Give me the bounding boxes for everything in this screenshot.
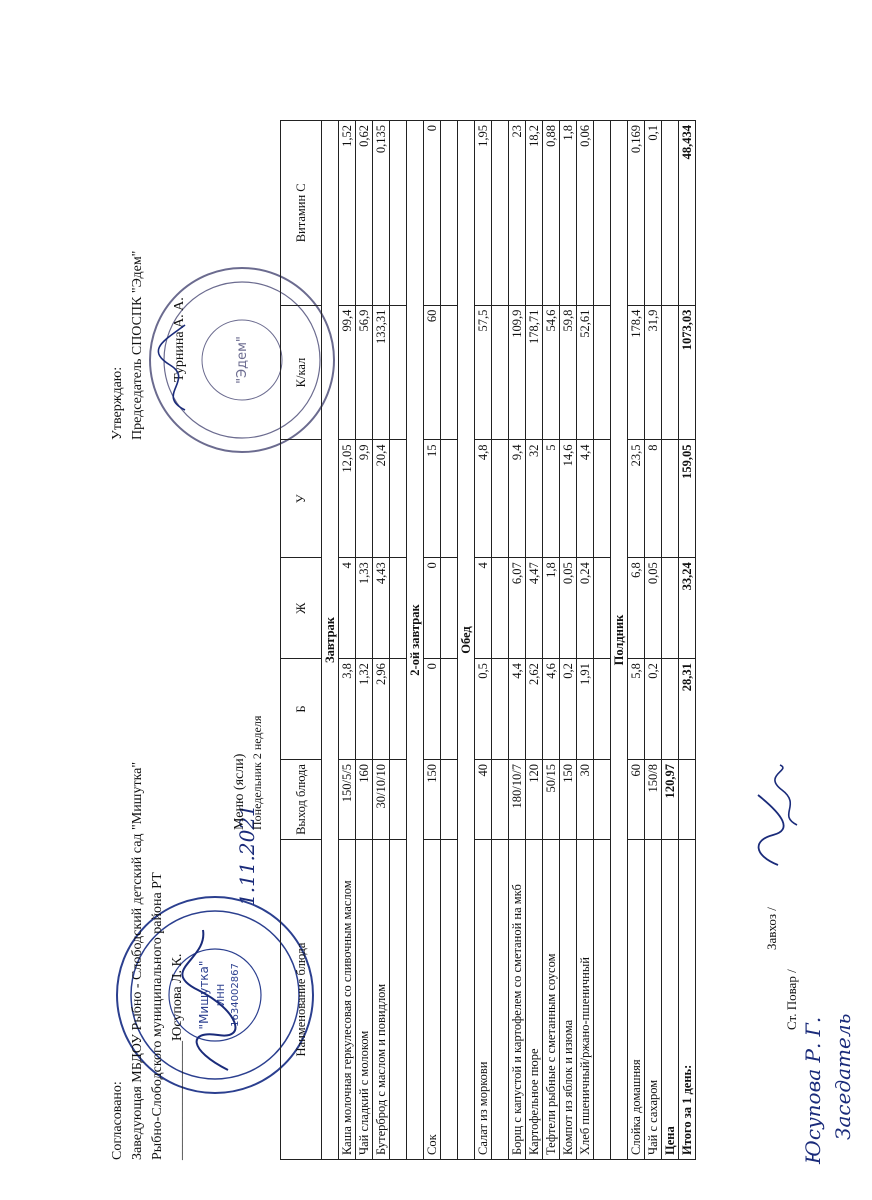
dish-output: 150/8: [645, 760, 662, 840]
summary-row: [662, 121, 679, 1160]
dish-output: 60: [628, 760, 645, 840]
fat-cell: 0,24: [577, 558, 594, 659]
storekeeper-label: Завхоз /: [764, 907, 779, 950]
svg-text:"Мишутка": "Мишутка": [197, 960, 211, 1030]
fat-cell: 0: [424, 558, 441, 659]
protein-cell: 28,31: [679, 659, 696, 760]
dish-output: 30/10/10: [373, 760, 390, 840]
table-header-row: [281, 121, 322, 1160]
empty-cell: [390, 305, 407, 440]
fat-cell: 4: [339, 558, 356, 659]
approve-label: Утверждаю:: [110, 366, 125, 440]
svg-text:1634002867: 1634002867: [230, 963, 241, 1027]
table-row: [373, 121, 390, 1160]
vitamin-c-cell: 0: [424, 121, 441, 306]
kcal-cell: 60: [424, 305, 441, 440]
kcal-cell: 178,71: [526, 305, 543, 440]
protein-cell: 0: [424, 659, 441, 760]
carbs-cell: 20,4: [373, 440, 390, 558]
col-header-kcal: К/кал: [281, 305, 322, 440]
kcal-cell: 52,61: [577, 305, 594, 440]
dish-name: Бутерброд с маслом и повидлом: [373, 840, 390, 1160]
approve-signatory: Турнина А. А.: [172, 297, 187, 382]
agreed-signatory: _________________Юсупова Л. К.: [170, 953, 185, 1160]
col-header-name: Наименование блюда: [281, 840, 322, 1160]
col-header-output: Выход блюда: [281, 760, 322, 840]
agreed-position: Заведующая МБДОУ Рыбно - Слободский детский сад "Мишутка": [130, 761, 145, 1160]
section-row: [322, 121, 339, 1160]
fat-cell: 0,05: [645, 558, 662, 659]
dish-name: Тефтели рыбные с сметанным соусом: [543, 840, 560, 1160]
empty-cell: [441, 121, 458, 306]
kcal-cell: 31,9: [645, 305, 662, 440]
empty-cell: [441, 440, 458, 558]
dish-output: 150/5/5: [339, 760, 356, 840]
kcal-cell: 54,6: [543, 305, 560, 440]
dish-name: Хлеб пшеничный/ржано-пшеничный: [577, 840, 594, 1160]
col-header-protein: Б: [281, 659, 322, 760]
empty-cell: [594, 840, 611, 1160]
table-row: [526, 121, 543, 1160]
empty-row: [492, 121, 509, 1160]
col-header-carbs: У: [281, 440, 322, 558]
table-row: [543, 121, 560, 1160]
kcal-cell: 1073,03: [679, 305, 696, 440]
empty-row: [594, 121, 611, 1160]
empty-cell: [441, 558, 458, 659]
empty-cell: [390, 840, 407, 1160]
section-title: Полдник: [611, 121, 628, 1160]
vitamin-c-cell: 48,434: [679, 121, 696, 306]
dish-name: Итого за 1 день:: [679, 840, 696, 1160]
carbs-cell: 14,6: [560, 440, 577, 558]
table-row: [424, 121, 441, 1160]
empty-cell: [492, 558, 509, 659]
carbs-cell: 4,4: [577, 440, 594, 558]
empty-cell: [492, 760, 509, 840]
dish-name: Компот из яблок и изюма: [560, 840, 577, 1160]
section-row: [611, 121, 628, 1160]
kcal-cell: 57,5: [475, 305, 492, 440]
section-row: [458, 121, 475, 1160]
summary-row: [679, 121, 696, 1160]
menu-table-body: [322, 121, 696, 1160]
dish-output: 120,97: [662, 760, 679, 840]
table-row: [509, 121, 526, 1160]
protein-cell: 5,8: [628, 659, 645, 760]
menu-table: [280, 120, 696, 1160]
dish-name: Борщ с капустой и картофелем со сметаной на мкб: [509, 840, 526, 1160]
protein-cell: [662, 659, 679, 760]
cook-signature: [772, 760, 807, 830]
carbs-cell: 4,8: [475, 440, 492, 558]
protein-cell: 0,5: [475, 659, 492, 760]
signature-left: [178, 920, 248, 1080]
agreed-label: Согласовано:: [110, 1081, 125, 1160]
table-row: [645, 121, 662, 1160]
fat-cell: 6,8: [628, 558, 645, 659]
dish-output: 150: [424, 760, 441, 840]
section-title: 2-ой завтрак: [407, 121, 424, 1160]
empty-cell: [594, 121, 611, 306]
menu-subtitle: Понедельник 2 неделя: [250, 715, 264, 830]
vitamin-c-cell: 1,52: [339, 121, 356, 306]
empty-cell: [441, 659, 458, 760]
fat-cell: 1,8: [543, 558, 560, 659]
protein-cell: 2,62: [526, 659, 543, 760]
empty-cell: [390, 121, 407, 306]
dish-output: 150: [560, 760, 577, 840]
carbs-cell: 9,4: [509, 440, 526, 558]
vitamin-c-cell: 0,169: [628, 121, 645, 306]
vitamin-c-cell: 0,1: [645, 121, 662, 306]
empty-cell: [492, 659, 509, 760]
dish-name: Чай с сахаром: [645, 840, 662, 1160]
section-title: Обед: [458, 121, 475, 1160]
kcal-cell: 109,9: [509, 305, 526, 440]
menu-title: Меню (ясли): [232, 753, 247, 830]
vitamin-c-cell: 0,135: [373, 121, 390, 306]
empty-cell: [594, 558, 611, 659]
table-row: [356, 121, 373, 1160]
empty-cell: [492, 121, 509, 306]
empty-cell: [441, 840, 458, 1160]
dish-output: 160: [356, 760, 373, 840]
empty-cell: [441, 305, 458, 440]
empty-cell: [390, 558, 407, 659]
dish-output: 40: [475, 760, 492, 840]
fat-cell: 4: [475, 558, 492, 659]
fat-cell: [662, 558, 679, 659]
carbs-cell: 32: [526, 440, 543, 558]
agreed-district: Рыбно-Слободского муниципального района РТ: [150, 872, 165, 1160]
dish-output: 180/10/7: [509, 760, 526, 840]
approve-position: Председатель СПОСПК "Эдем": [130, 250, 145, 440]
section-title: Завтрак: [322, 121, 339, 1160]
empty-cell: [390, 760, 407, 840]
carbs-cell: 5: [543, 440, 560, 558]
vitamin-c-cell: 1,95: [475, 121, 492, 306]
vitamin-c-cell: 0,06: [577, 121, 594, 306]
empty-cell: [594, 760, 611, 840]
kcal-cell: [662, 305, 679, 440]
carbs-cell: 23,5: [628, 440, 645, 558]
fat-cell: 0,05: [560, 558, 577, 659]
col-header-vitamin-c: Витамин С: [281, 121, 322, 306]
kcal-cell: 59,8: [560, 305, 577, 440]
fat-cell: 4,43: [373, 558, 390, 659]
empty-row: [390, 121, 407, 1160]
kcal-cell: 56,9: [356, 305, 373, 440]
dish-name: Цена: [662, 840, 679, 1160]
section-row: [407, 121, 424, 1160]
dish-output: 120: [526, 760, 543, 840]
svg-text:ИНН: ИНН: [216, 983, 227, 1007]
empty-cell: [441, 760, 458, 840]
signature-right: [145, 260, 205, 420]
empty-cell: [492, 440, 509, 558]
vitamin-c-cell: 0,62: [356, 121, 373, 306]
agreed-block: [108, 762, 188, 1160]
table-row: [577, 121, 594, 1160]
cook-label: Ст. Повар /: [784, 969, 799, 1030]
svg-text:1.11.2021: 1.11.2021: [235, 804, 259, 906]
carbs-cell: 8: [645, 440, 662, 558]
handwritten-names: [792, 910, 862, 1170]
fat-cell: 4,47: [526, 558, 543, 659]
table-row: [560, 121, 577, 1160]
empty-cell: [492, 305, 509, 440]
empty-cell: [594, 659, 611, 760]
dish-output: 50/15: [543, 760, 560, 840]
empty-cell: [492, 840, 509, 1160]
empty-cell: [390, 440, 407, 558]
kcal-cell: 178,4: [628, 305, 645, 440]
protein-cell: 0,2: [560, 659, 577, 760]
table-row: [339, 121, 356, 1160]
protein-cell: 4,6: [543, 659, 560, 760]
empty-cell: [390, 659, 407, 760]
vitamin-c-cell: [662, 121, 679, 306]
protein-cell: 0,2: [645, 659, 662, 760]
protein-cell: 4,4: [509, 659, 526, 760]
col-header-fat: Ж: [281, 558, 322, 659]
vitamin-c-cell: 23: [509, 121, 526, 306]
carbs-cell: 15: [424, 440, 441, 558]
dish-output: 30: [577, 760, 594, 840]
svg-text:Заседатель: Заседатель: [831, 1013, 855, 1140]
fat-cell: 33,24: [679, 558, 696, 659]
empty-cell: [594, 305, 611, 440]
dish-name: Картофельное пюре: [526, 840, 543, 1160]
fat-cell: 6,07: [509, 558, 526, 659]
carbs-cell: 9,9: [356, 440, 373, 558]
protein-cell: 1,32: [356, 659, 373, 760]
dish-name: Салат из моркови: [475, 840, 492, 1160]
dish-name: Каша молочная геркулесовая со сливочным маслом: [339, 840, 356, 1160]
vitamin-c-cell: 18,2: [526, 121, 543, 306]
kcal-cell: 99,4: [339, 305, 356, 440]
carbs-cell: 12,05: [339, 440, 356, 558]
protein-cell: 3,8: [339, 659, 356, 760]
table-row: [475, 121, 492, 1160]
empty-row: [441, 121, 458, 1160]
empty-cell: [594, 440, 611, 558]
svg-text:Юсупова Р. Г.: Юсупова Р. Г.: [801, 1016, 825, 1164]
protein-cell: 2,96: [373, 659, 390, 760]
vitamin-c-cell: 1,8: [560, 121, 577, 306]
vitamin-c-cell: 0,88: [543, 121, 560, 306]
carbs-cell: [662, 440, 679, 558]
svg-text:"Эдем": "Эдем": [235, 336, 250, 384]
kcal-cell: 133,31: [373, 305, 390, 440]
dish-name: Сок: [424, 840, 441, 1160]
fat-cell: 1,33: [356, 558, 373, 659]
dish-name: Чай сладкий с молоком: [356, 840, 373, 1160]
table-row: [628, 121, 645, 1160]
protein-cell: 1,91: [577, 659, 594, 760]
carbs-cell: 159,05: [679, 440, 696, 558]
dish-name: Слойка домашняя: [628, 840, 645, 1160]
dish-output: [679, 760, 696, 840]
